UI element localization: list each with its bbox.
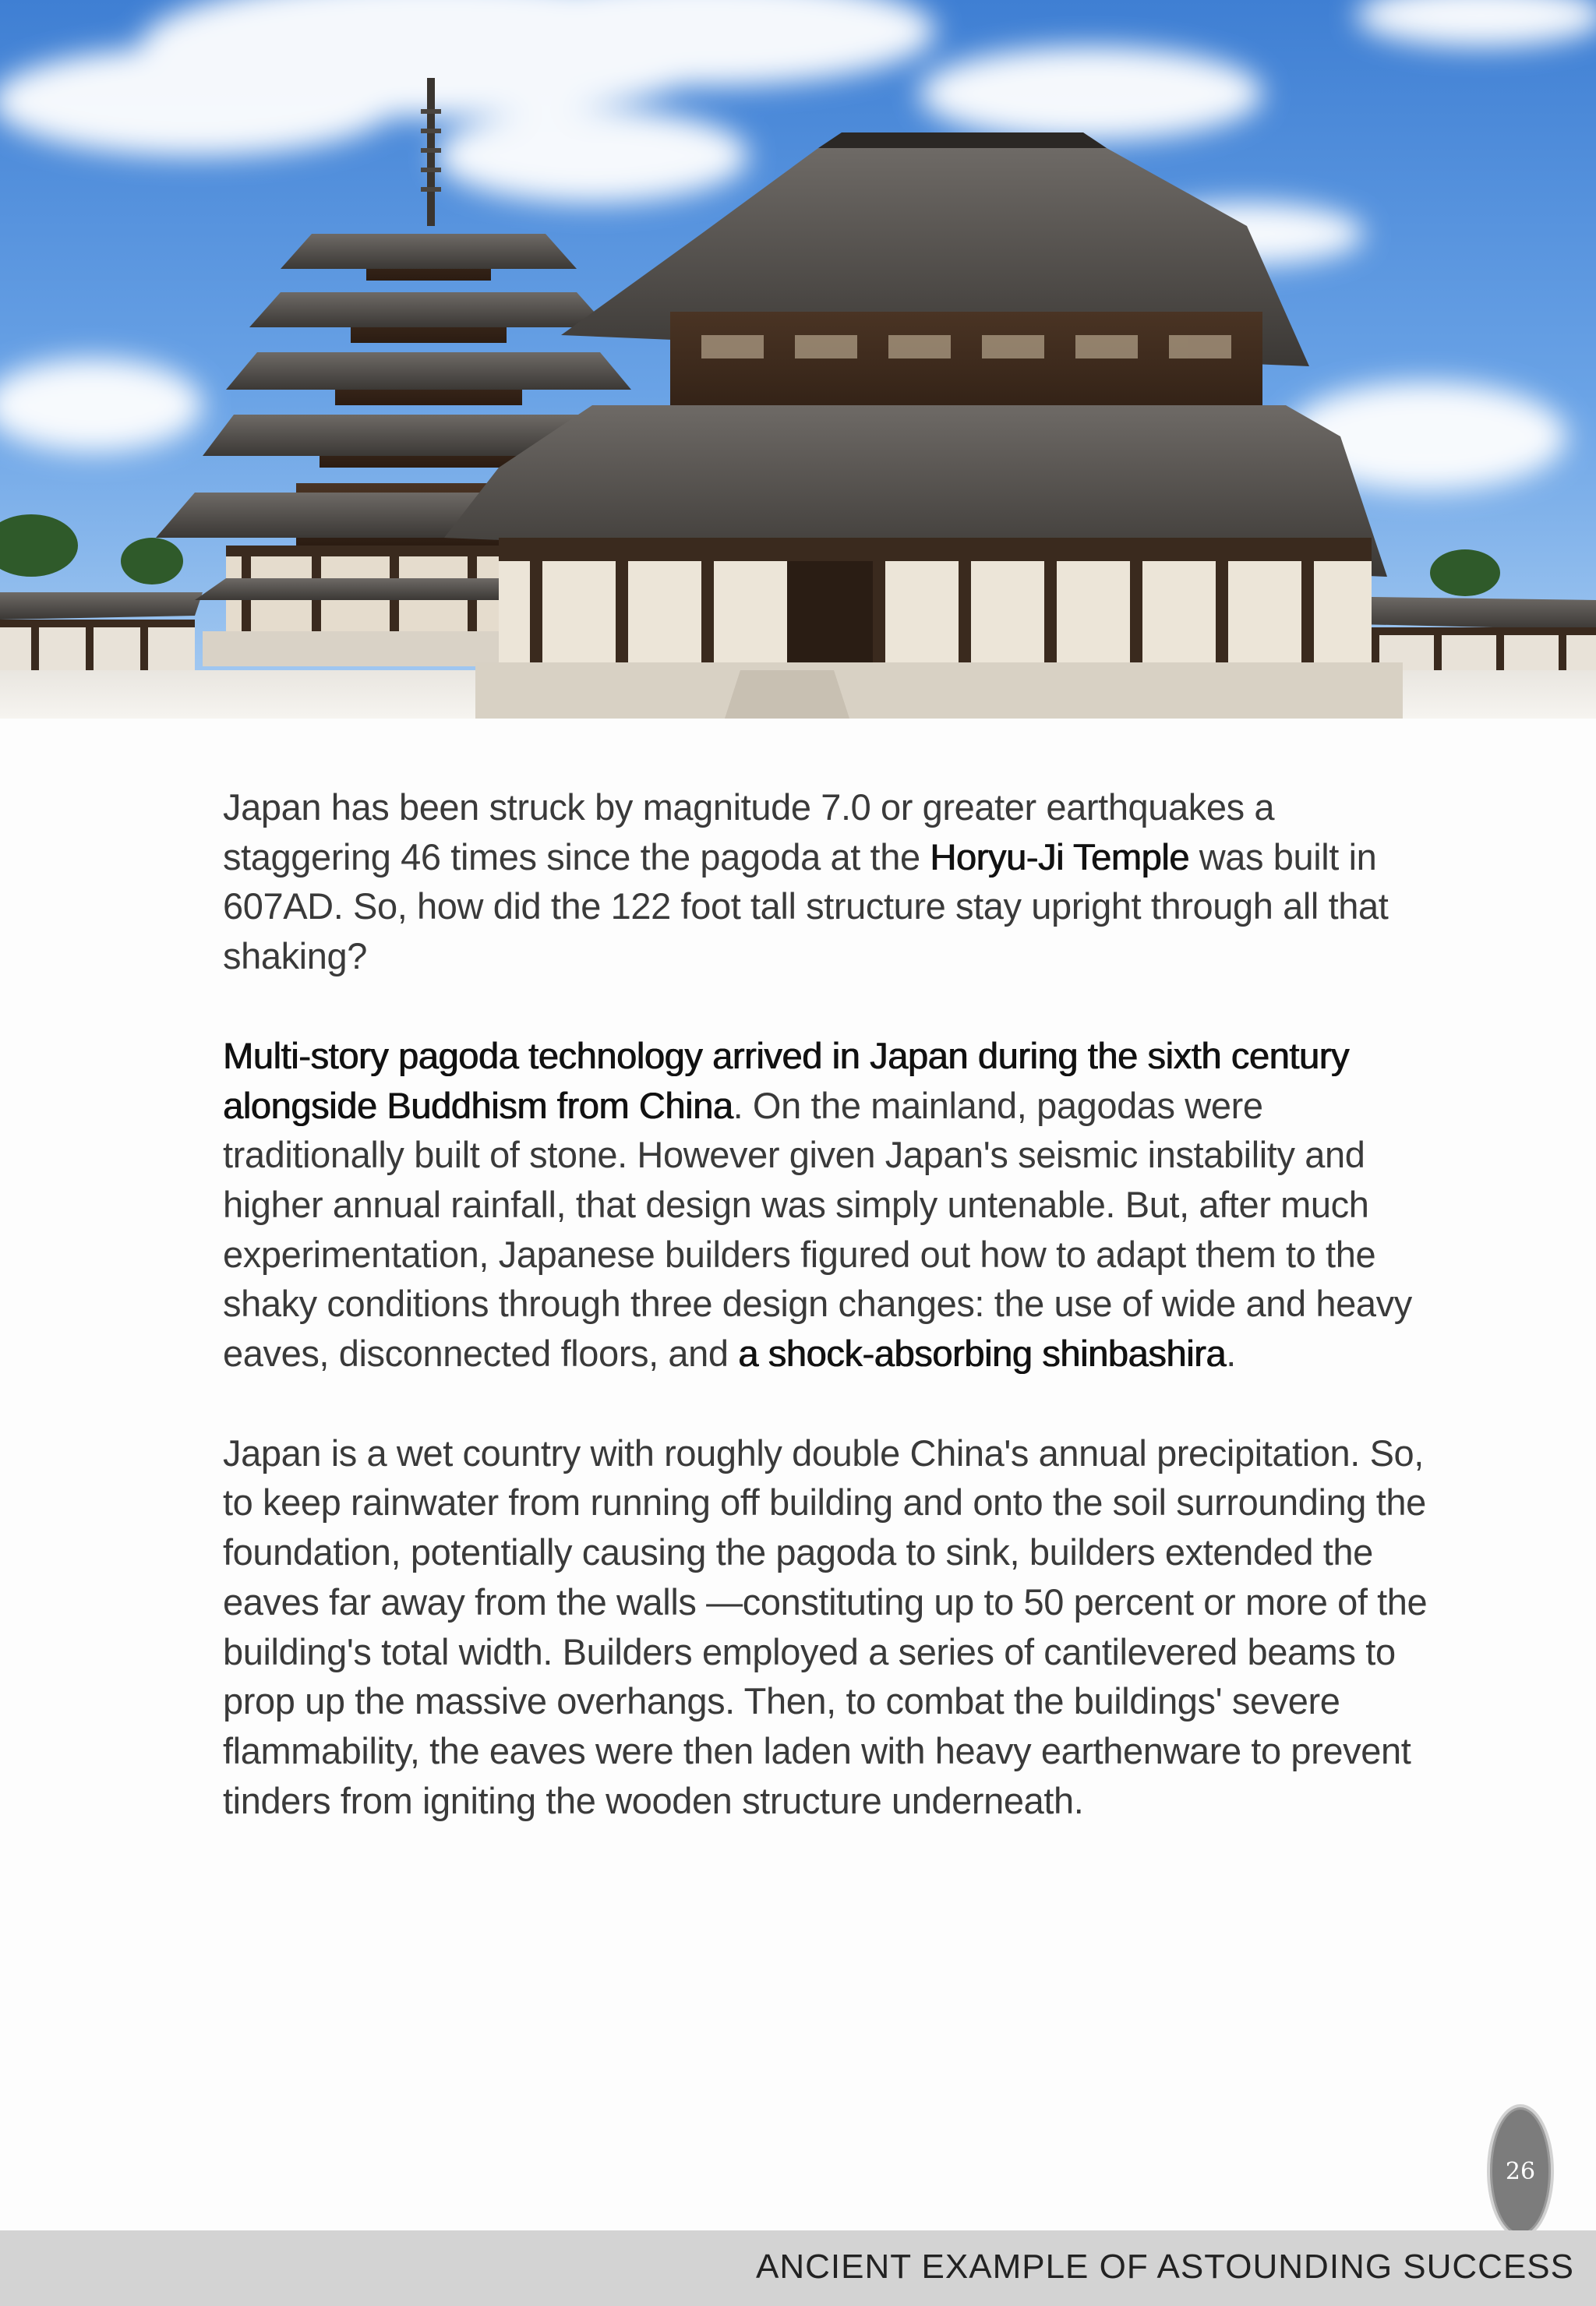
footer-title: ANCIENT EXAMPLE OF ASTOUNDING SUCCESS bbox=[755, 2248, 1574, 2286]
horyu-ji-temple-link[interactable]: Horyu-Ji Temple bbox=[930, 835, 1190, 878]
footer-bar bbox=[0, 2230, 1596, 2306]
page-number-badge bbox=[1487, 2104, 1554, 2238]
paragraph-1 bbox=[223, 782, 1439, 981]
shinbashira-link[interactable]: a shock-absorbing shinbashira bbox=[738, 1333, 1227, 1375]
paragraph-2-text: . On the mainland, pagodas were traditionally built of stone. However given Japan's seismic instability and higher annual rainfall, that design was simply untenable. But, after much experimentation, Japanese builders figured out how to adapt them to the shaky conditions through three design changes: the use of wide and heavy eaves, disconnected floors, and bbox=[223, 1084, 1412, 1375]
temple-photo-icon bbox=[0, 0, 1596, 719]
paragraph-3-text: Japan is a wet country with roughly double China's annual precipitation. So, to keep rainwater from running off building and onto the soil surrounding the foundation, potentially causing the pagoda to sink, builders extended the eaves far away from the walls —constituting up to 50 percent or more of the building's total width. Builders employed a series of cantilevered beams to prop up the massive overhangs. Then, to combat the buildings' severe flammability, the eaves were then laden with heavy earthenware to prevent tinders from igniting the wooden structure underneath. bbox=[223, 1432, 1428, 1821]
article-body bbox=[223, 782, 1439, 1875]
paragraph-2-text-end: . bbox=[1226, 1333, 1236, 1375]
paragraph-1-text-end: was built in 607AD. So, how did the 122 foot tall structure stay upright through all that shaking? bbox=[223, 835, 1389, 977]
page-number: 26 bbox=[1505, 2157, 1536, 2185]
paragraph-2 bbox=[223, 1031, 1439, 1379]
pagoda-technology-link[interactable]: Multi-story pagoda technology arrived in Japan during the sixth century alongside Buddhism from China bbox=[223, 1034, 1350, 1126]
hero-photo bbox=[0, 0, 1596, 719]
paragraph-3 bbox=[223, 1428, 1439, 1826]
left-corridor bbox=[0, 592, 203, 674]
paragraph-1-text: Japan has been struck by magnitude 7.0 or greater earthquakes a staggering 46 times since the pagoda at the bbox=[223, 786, 1275, 878]
